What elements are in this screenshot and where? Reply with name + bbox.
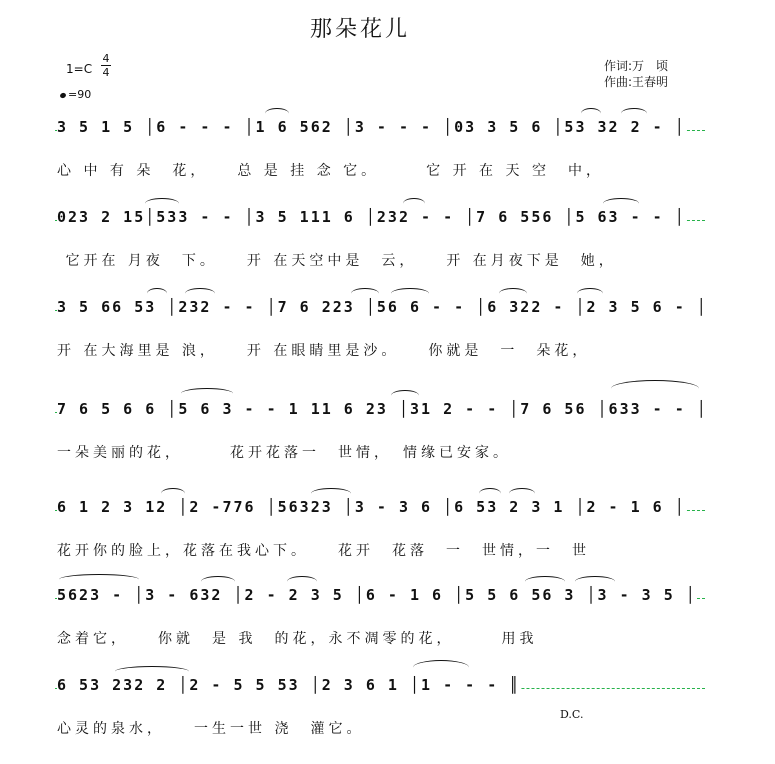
slur	[413, 660, 469, 675]
quarter-note-icon	[59, 92, 66, 99]
slur	[499, 288, 527, 299]
notation-row: 5623 - │3 - 632 │2 - 2 3 5 │6 - 1 6 │5 5 6 56 3 │3 - 3 5 │	[57, 586, 697, 604]
slur	[391, 390, 419, 401]
page-title: 那朵花儿	[309, 17, 410, 42]
slur	[581, 108, 601, 119]
slur	[311, 488, 351, 499]
score-row-5	[55, 484, 705, 580]
lyrics-row: 花开你的脸上，花落在我心下。 花开 花落 一 世情，一 世	[57, 543, 590, 559]
score-row-3	[55, 284, 708, 380]
score-row-4	[55, 386, 708, 482]
slur	[145, 198, 179, 209]
da-capo-marking: D.C.	[560, 708, 584, 721]
slur	[577, 288, 603, 299]
slur	[611, 380, 699, 397]
lyrics-row: 一朵美丽的花， 花开花落一 世情， 情缘已安家。	[57, 445, 511, 461]
slur	[403, 198, 425, 209]
slur	[391, 288, 429, 299]
lyrics-row: 开 在大海里是 浪， 开 在眼睛里是沙。 你就是 一 朵花，	[57, 343, 591, 359]
score-row-7	[55, 662, 705, 758]
slur	[59, 574, 139, 585]
score-row-1	[55, 104, 705, 200]
lyricist-credit: 作词:万 顷	[604, 59, 669, 73]
slur	[509, 488, 535, 499]
notation-row: 7 6 5 6 6 │5 6 3 - - 1 11 6 23 │31 2 - - │7 6 56 │633 - - │	[57, 400, 708, 418]
notation-row: 3 5 1 5 │6 - - - │1 6 562 │3 - - - │03 3 5 6 │53 32 2 - │	[57, 118, 686, 136]
slur	[181, 388, 233, 399]
slur	[161, 488, 185, 499]
notation-row: 6 1 2 3 12 │2 -776 │56323 │3 - 3 6 │6 53 2 3 1 │2 - 1 6 │	[57, 498, 686, 516]
score-row-6	[55, 572, 705, 668]
time-signature	[100, 52, 112, 79]
slur	[351, 288, 379, 299]
key-signature: 1=C	[66, 62, 93, 76]
notation-row: 6 53 232 2 │2 - 5 5 53 │2 3 6 1 │1 - - - ║	[57, 676, 521, 694]
tempo-value: =90	[68, 88, 92, 101]
score-row-2	[55, 194, 705, 290]
tempo-marking	[60, 88, 91, 101]
time-signature-bottom: 4	[102, 66, 110, 79]
credits	[604, 58, 668, 90]
slur	[603, 198, 639, 209]
lyrics-row: 心灵的泉水， 一生一世 浇 灌它。	[57, 721, 365, 737]
slur	[265, 108, 289, 119]
slur	[287, 576, 317, 587]
notation-row: 3 5 66 53 │232 - - │7 6 223 │56 6 - - │6 322 - │2 3 5 6 - │	[57, 298, 708, 316]
slur	[575, 576, 615, 587]
slur	[115, 666, 189, 677]
lyrics-row: 心 中 有 朵 花， 总 是 挂 念 它。 它 开 在 天 空 中，	[57, 163, 604, 179]
slur	[525, 576, 565, 587]
slur	[201, 576, 235, 587]
time-signature-top: 4	[102, 52, 110, 65]
slur	[185, 288, 215, 299]
composer-credit: 作曲:王春明	[604, 75, 669, 89]
lyrics-row: 它开在 月夜 下。 开 在天空中是 云， 开 在月夜下是 她，	[57, 253, 617, 269]
slur	[479, 488, 501, 499]
lyrics-row: 念着它， 你就 是 我 的花，永不凋零的花， 用我	[57, 631, 538, 647]
slur	[147, 288, 167, 299]
slur	[621, 108, 647, 119]
notation-row: 023 2 15│533 - - │3 5 111 6 │232 - - │7 6 556 │5 63 - - │	[57, 208, 686, 226]
